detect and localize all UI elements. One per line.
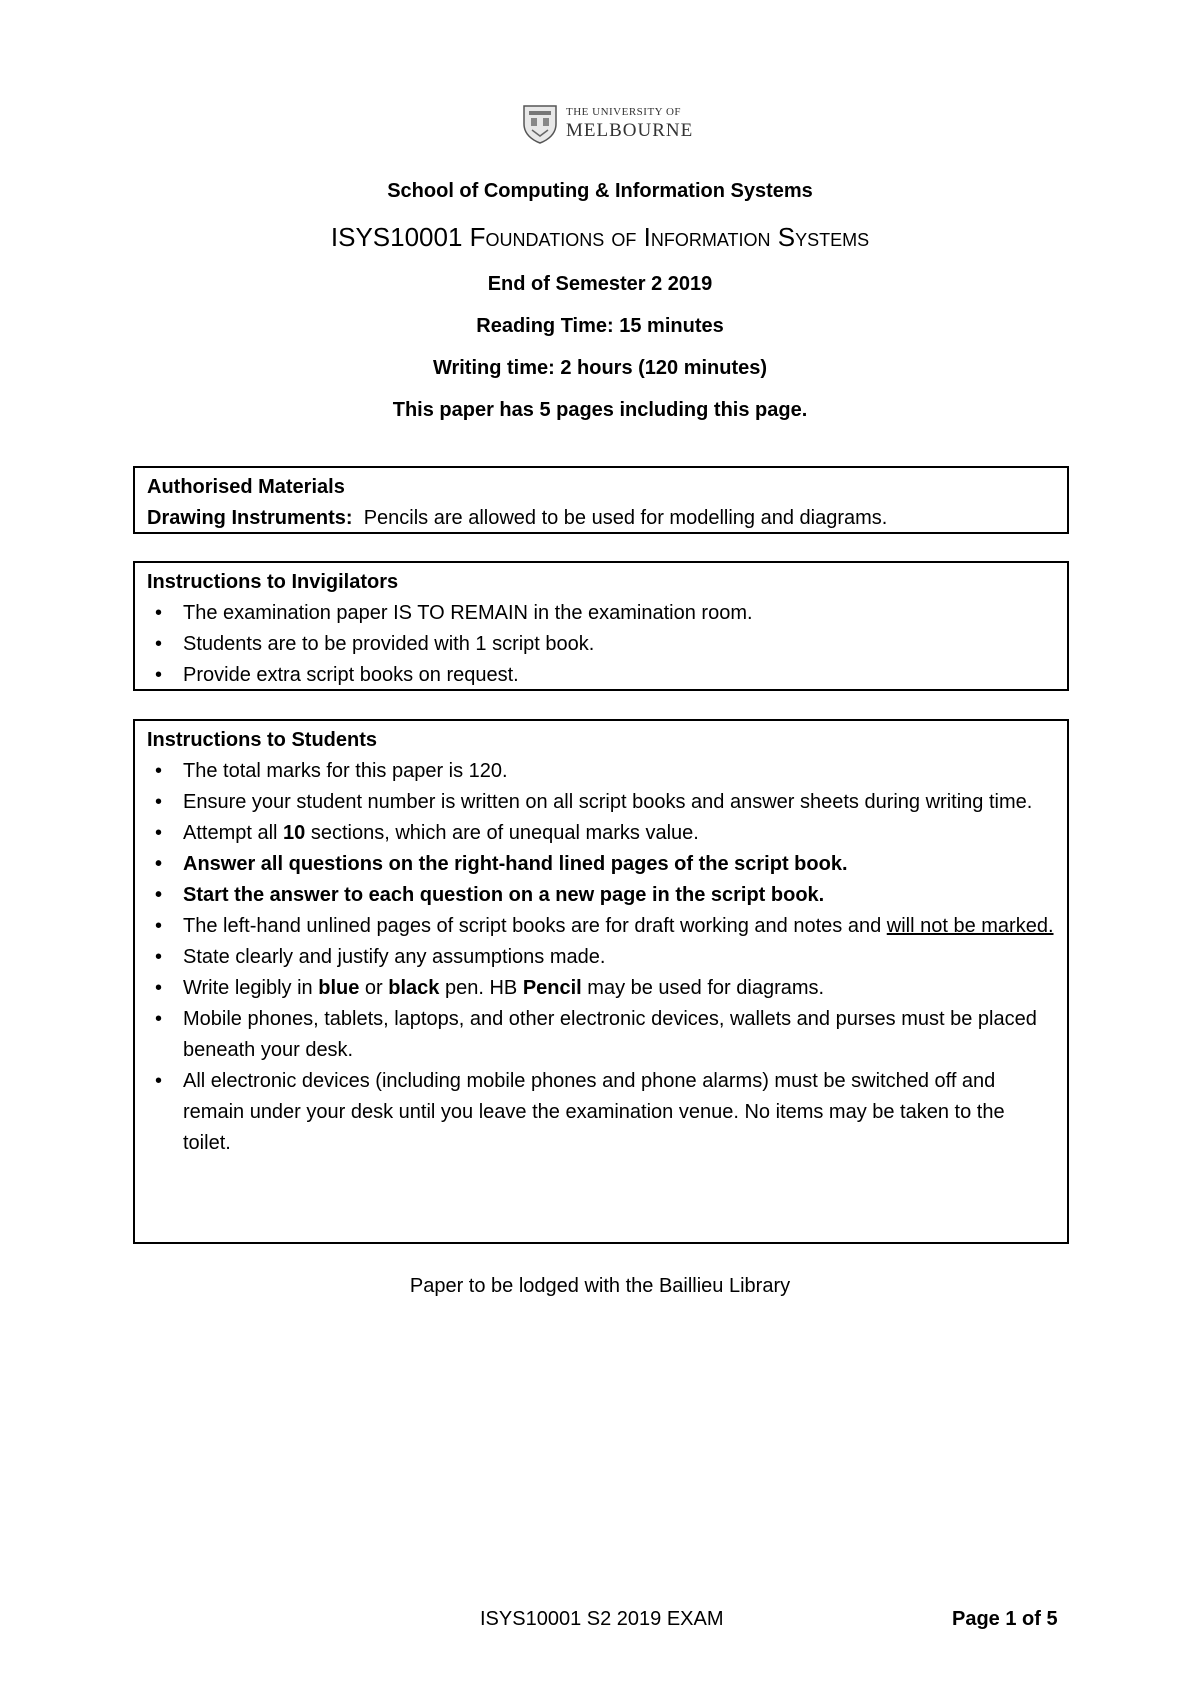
student-instructions-title: Instructions to Students bbox=[147, 729, 377, 751]
school-name: School of Computing & Information Systems bbox=[387, 180, 813, 202]
drawing-instruments-text: Pencils are allowed to be used for modelling and diagrams. bbox=[363, 507, 888, 529]
pages-note: This paper has 5 pages including this page. bbox=[392, 399, 808, 421]
list-item: • Provide extra script books on request. bbox=[147, 660, 1057, 691]
item-text: Attempt all bbox=[183, 822, 284, 844]
student-instructions-list bbox=[147, 756, 1057, 1159]
reading-time: Reading Time: 15 minutes bbox=[476, 315, 724, 337]
item-text: may be used for diagrams. bbox=[581, 977, 825, 999]
invigilator-instructions-title: Instructions to Invigilators bbox=[147, 571, 399, 593]
list-item: • Start the answer to each question on a new page in the script book. bbox=[147, 880, 1057, 911]
logo-line-2: MELBOURNE bbox=[566, 119, 694, 141]
footer-exam-code: ISYS10001 S2 2019 EXAM bbox=[480, 1608, 724, 1630]
writing-time: Writing time: 2 hours (120 minutes) bbox=[432, 357, 768, 379]
authorised-materials-box bbox=[133, 466, 1069, 534]
logo-line-1: THE UNIVERSITY OF bbox=[566, 105, 682, 118]
item-text-bold: 10 bbox=[283, 822, 306, 844]
list-item: • State clearly and justify any assumptions made. bbox=[147, 942, 1057, 973]
student-instructions-box bbox=[133, 719, 1069, 1244]
list-item: • The examination paper IS TO REMAIN in the examination room. bbox=[147, 598, 1057, 629]
list-item bbox=[147, 818, 1057, 849]
footer-page-number: Page 1 of 5 bbox=[952, 1608, 1058, 1630]
semester: End of Semester 2 2019 bbox=[487, 273, 713, 295]
item-text-bold: Pencil bbox=[522, 977, 582, 999]
item-text-bold: black bbox=[388, 977, 440, 999]
university-logo bbox=[520, 102, 694, 144]
list-item: • Answer all questions on the right-hand lined pages of the script book. bbox=[147, 849, 1057, 880]
course-title: ISYS10001 Foundations of Information Systems bbox=[330, 222, 870, 252]
item-text-bold: blue bbox=[318, 977, 360, 999]
drawing-instruments-line bbox=[147, 503, 1057, 534]
university-crest-icon bbox=[520, 102, 560, 144]
item-text-underlined: will not be marked. bbox=[886, 915, 1054, 937]
list-item: • Ensure your student number is written on all script books and answer sheets during writing time. bbox=[147, 787, 1057, 818]
item-text: sections, which are of unequal marks value. bbox=[305, 822, 699, 844]
list-item bbox=[147, 911, 1057, 942]
authorised-materials-title: Authorised Materials bbox=[147, 476, 345, 498]
item-text: pen. HB bbox=[439, 977, 523, 999]
list-item: • All electronic devices (including mobile phones and phone alarms) must be switched off and remain under your desk until you leave the examination venue. No items may be taken to the toilet. bbox=[147, 1066, 1057, 1159]
invigilator-instructions-box bbox=[133, 561, 1069, 691]
list-item: • Mobile phones, tablets, laptops, and other electronic devices, wallets and purses must be placed beneath your desk. bbox=[147, 1004, 1057, 1066]
list-item bbox=[147, 973, 1057, 1004]
list-item: • The total marks for this paper is 120. bbox=[147, 756, 1057, 787]
item-text: The left-hand unlined pages of script books are for draft working and notes and bbox=[183, 915, 887, 937]
item-text: Write legibly in bbox=[183, 977, 319, 999]
drawing-instruments-label: Drawing Instruments: bbox=[147, 507, 353, 529]
item-text: or bbox=[359, 977, 389, 999]
list-item: • Students are to be provided with 1 script book. bbox=[147, 629, 1057, 660]
invigilator-instructions-list bbox=[147, 598, 1057, 691]
lodged-note: Paper to be lodged with the Baillieu Library bbox=[409, 1275, 791, 1297]
